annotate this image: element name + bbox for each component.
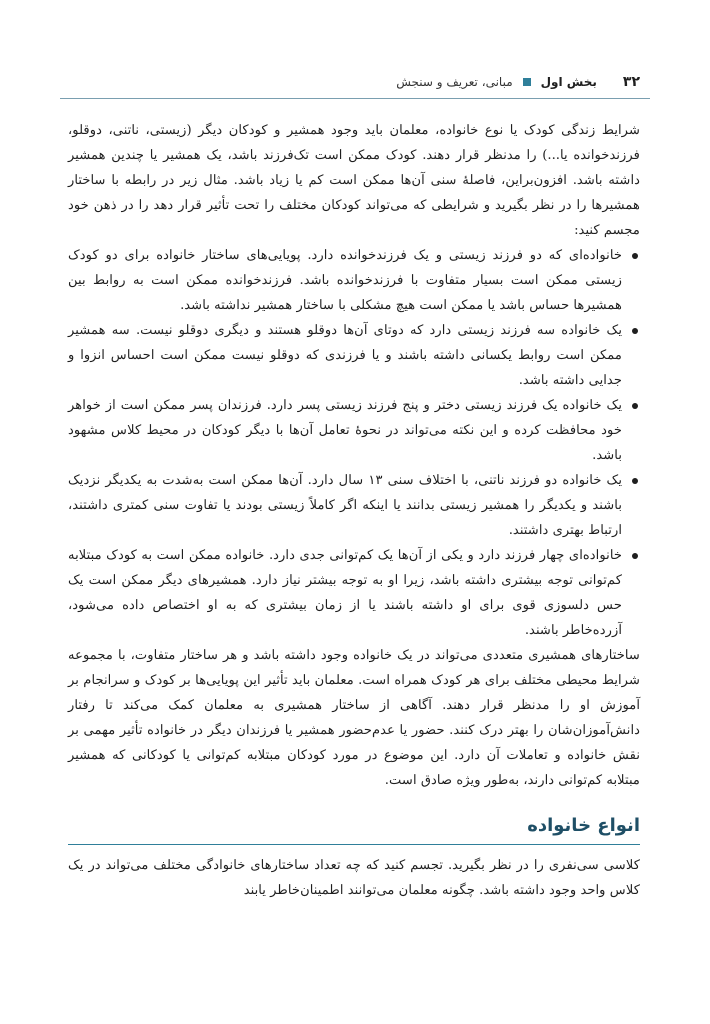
running-header bbox=[150, 70, 640, 94]
list-item-text: یک خانواده یک فرزند زیستی دختر و پنج فرزند زیستی پسر دارد. فرزندان پسر ممکن است از خواهر خود محافظت کرده و این نکته می‌تواند در نحوهٔ تعامل آن‌ها با دیگر کودکان در محیط کلاس مشهود باشد. bbox=[68, 398, 622, 463]
list-item bbox=[68, 318, 640, 393]
list-item bbox=[68, 243, 640, 318]
bullet-icon bbox=[632, 328, 638, 334]
square-bullet-icon bbox=[523, 78, 531, 86]
list-item-text: یک خانواده دو فرزند ناتنی، با اختلاف سنی ۱۳ سال دارد. آن‌ها ممکن است به‌شدت به یکدیگر نزدیک باشند و یکدیگر را همشیر زیستی بدانند یا اینکه اگر کاملاً زیستی بودند یا تفاوت سنی کمتری داشتند، ارتباط بهتری داشتند. bbox=[68, 473, 622, 538]
body-content bbox=[68, 118, 640, 903]
list-item-text: خانواده‌ای که دو فرزند زیستی و یک فرزندخوانده دارد. پویایی‌های ساختار خانواده برای دو کودک زیستی ممکن است بسیار متفاوت با فرزندخوانده باشد. فرزندخوانده ممکن است به روابط بین همشیرها حساس باشد یا ممکن است هیچ مشکلی با ساختار همشیر نداشته باشد. bbox=[68, 248, 622, 313]
list-item-text: یک خانواده سه فرزند زیستی دارد که دوتای آن‌ها دوقلو هستند و دیگری دوقلو نیست. سه همشیر ممکن است روابط یکسانی داشته باشند و یا فرزندی که دوقلو نیست ممکن است احساس انزوا و جدایی داشته باشد. bbox=[68, 323, 622, 388]
section-paragraph: کلاسی سی‌نفری را در نظر بگیرید. تجسم کنید که چه تعداد ساختارهای خانوادگی مختلف می‌تواند در یک کلاس واحد وجود داشته باشد. چگونه معلمان می‌توانند اطمینان‌خاطر یابند bbox=[68, 858, 640, 898]
intro-paragraph: شرایط زندگی کودک یا نوع خانواده، معلمان باید وجود همشیر و کودکان دیگر (زیستی، ناتنی، دوقلو، فرزندخوانده یا...) را مدنظر قرار دهند. کودک ممکن است تک‌فرزند باشد، یک همشیر یا چندین همشیر داشته باشد. افزون‌براین، فاصلهٔ سنی آن‌ها ممکن است کم یا زیاد باشد. مثال زیر در رابطه با ساختار همشیرها را در نظر بگیرید و شرایطی که می‌تواند کودکان مختلف را تحت تأثیر قرار دهد را در ذهن خود مجسم کنید: bbox=[68, 123, 640, 238]
list-item-text: خانواده‌ای چهار فرزند دارد و یکی از آن‌ها یک کم‌توانی جدی دارد. خانواده ممکن است به کودک مبتلابه کم‌توانی توجه بیشتری داشته باشد، زیرا او به توجه بیشتر نیاز دارد. همشیرهای دیگر ممکن است یک حس دلسوزی قوی برای او داشته باشند یا از زمان بیشتری که به او اختصاص داده می‌شود، آزرده‌خاطر باشند. bbox=[68, 548, 622, 638]
section-heading: انواع خانواده bbox=[527, 815, 640, 836]
sibling-examples-list bbox=[68, 243, 640, 643]
list-item bbox=[68, 543, 640, 643]
bullet-icon bbox=[632, 478, 638, 484]
bullet-icon bbox=[632, 253, 638, 259]
section-label: بخش اول bbox=[540, 75, 597, 89]
header-divider bbox=[60, 98, 650, 99]
page-number: ۳۲ bbox=[622, 74, 640, 90]
heading-underline bbox=[68, 844, 640, 845]
bullet-icon bbox=[632, 403, 638, 409]
family-types-section bbox=[68, 811, 640, 903]
summary-paragraph: ساختارهای همشیری متعددی می‌تواند در یک خانواده وجود داشته باشد و هر ساختار متفاوت، با مجموعه شرایط محیطی مختلف برای هر کودک همراه است. معلمان باید تأثیر این پویایی‌ها بر کودک و سرانجام بر آموزش او را مدنظر قرار دهند. آگاهی از ساختار همشیری به معلمان کمک می‌کند تا رفتار دانش‌آموزان‌شان را بهتر درک کنند. حضور یا عدم‌حضور همشیر یا فرزندان دیگر در خانواده تأثیر مهمی بر نقش خانواده و تعاملات آن دارد. این موضوع در مورد کودکان مبتلابه کم‌توانی یا کودکانی که همشیر مبتلابه کم‌توانی دارند، به‌طور ویژه صادق است. bbox=[68, 648, 640, 788]
list-item bbox=[68, 393, 640, 468]
bullet-icon bbox=[632, 553, 638, 559]
section-subtitle: مبانی، تعریف و سنجش bbox=[396, 75, 513, 89]
list-item bbox=[68, 468, 640, 543]
